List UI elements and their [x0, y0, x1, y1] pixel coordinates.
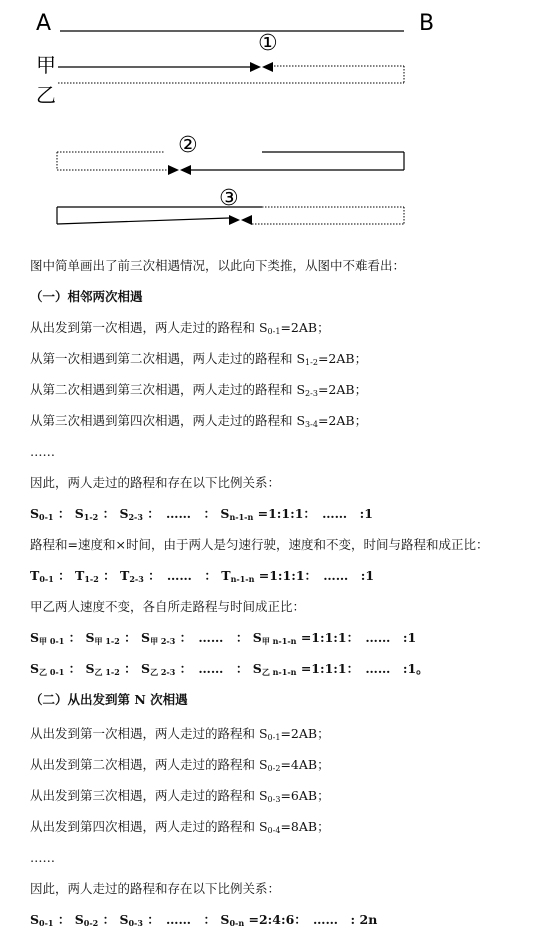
- label-a: A: [36, 11, 52, 36]
- section1-heading: （一）相邻两次相遇: [30, 289, 143, 304]
- s1-explain: 路程和=速度和×时间，由于两人是匀速行驶，速度和不变，时间与路程和成正比：: [30, 537, 489, 552]
- s1-line-4: 从第三次相遇到第四次相遇，两人走过的路程和 $S_{3-4}=2AB$；: [30, 413, 368, 429]
- jia-arrow-1: [250, 62, 261, 72]
- jia-path-3c: [57, 218, 229, 224]
- yi-ratio: $S_{乙 0-1}$ ： $S_{乙 1-2}$ ： $S_{乙 2-3}$ ： …… ： $S_{乙 n-1-n}$ =1:1:1： …… :1。: [30, 661, 429, 677]
- label-b: B: [419, 11, 435, 36]
- label-jia: 甲: [36, 53, 56, 77]
- s2-conclusion: 因此，两人走过的路程和存在以下比例关系：: [30, 881, 281, 896]
- yi-arrow-3: [241, 215, 252, 225]
- meeting-diagram: [0, 0, 554, 240]
- s1-conclusion: 因此，两人走过的路程和存在以下比例关系：: [30, 475, 281, 490]
- t-ratio: $T_{0-1}$ ： $T_{1-2}$ ： $T_{2-3}$ ： …… ： $T_{n-1-n}$ =1:1:1： …… :1: [30, 568, 375, 584]
- yi-arrow-1: [262, 62, 273, 72]
- intro-text: 图中简单画出了前三次相遇情况，以此向下类推，从图中不难看出：: [30, 258, 406, 273]
- s1-line-2: 从第一次相遇到第二次相遇，两人走过的路程和 $S_{1-2}=2AB$；: [30, 351, 368, 367]
- label-yi: 乙: [36, 83, 56, 107]
- s2-ratio: $S_{0-1}$ ： $S_{0-2}$ ： $S_{0-3}$ ： …… ： $S_{0-n}$ =2:4:6： …… : 2n: [30, 912, 378, 928]
- s1-line-3: 从第二次相遇到第三次相遇，两人走过的路程和 $S_{2-3}=2AB$；: [30, 382, 368, 398]
- s1-explain-2: 甲乙两人速度不变，各自所走路程与时间成正比：: [30, 599, 306, 614]
- marker-3: ③: [219, 186, 239, 211]
- s2-line-2: 从出发到第二次相遇，两人走过的路程和 $S_{0-2}=4AB$；: [30, 757, 330, 773]
- s2-line-4: 从出发到第四次相遇，两人走过的路程和 $S_{0-4}=8AB$；: [30, 819, 330, 835]
- ellipsis-1: ……: [30, 444, 55, 459]
- s2-line-1: 从出发到第一次相遇，两人走过的路程和 $S_{0-1}=2AB$；: [30, 726, 330, 742]
- s2-line-3: 从出发到第三次相遇，两人走过的路程和 $S_{0-3}=6AB$；: [30, 788, 330, 804]
- marker-1: ①: [258, 31, 278, 56]
- marker-2: ②: [178, 133, 198, 158]
- s1-line-1: 从出发到第一次相遇，两人走过的路程和 $S_{0-1}=2AB$；: [30, 320, 330, 336]
- jia-arrow-3: [229, 215, 240, 225]
- section2-heading: （二）从出发到第 N 次相遇: [30, 692, 188, 707]
- yi-arrow-2: [180, 165, 191, 175]
- ellipsis-2: ……: [30, 850, 55, 865]
- jia-arrow-2: [168, 165, 179, 175]
- jia-ratio: $S_{甲 0-1}$ ： $S_{甲 1-2}$ ： $S_{甲 2-3}$ ： …… ： $S_{甲 n-1-n}$ =1:1:1： …… :1: [30, 630, 417, 646]
- s1-ratio: $S_{0-1}$ ： $S_{1-2}$ ： $S_{2-3}$ ： …… ： $S_{n-1-n}$ =1:1:1： …… :1: [30, 506, 373, 522]
